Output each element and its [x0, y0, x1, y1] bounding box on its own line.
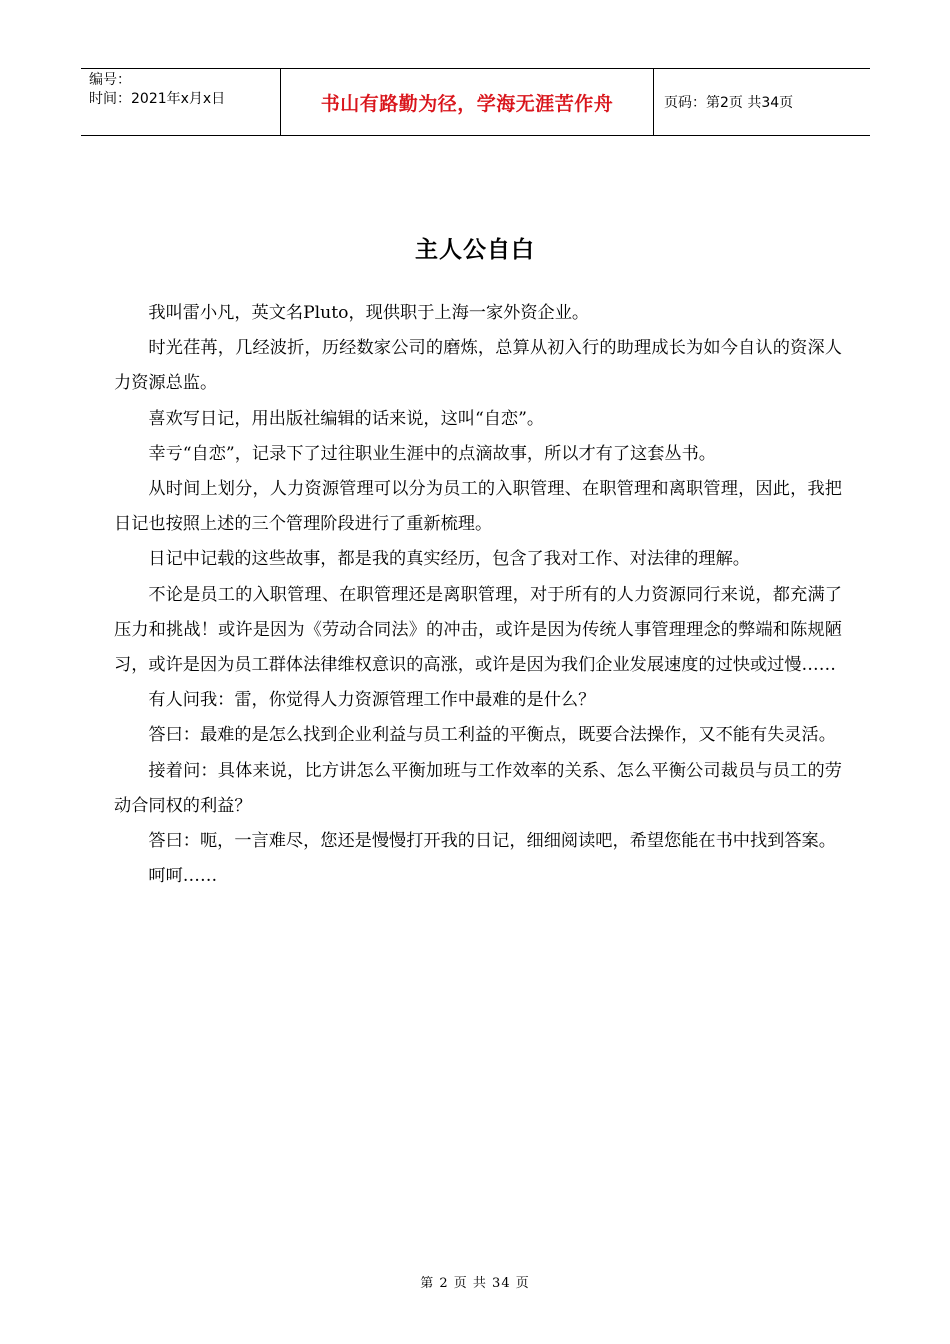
document-header [81, 68, 870, 136]
paragraph: 接着问：具体来说，比方讲怎么平衡加班与工作效率的关系、怎么平衡公司裁员与员工的劳动合同权的利益？ [114, 760, 842, 816]
paragraph: 我叫雷小凡，英文名Pluto，现供职于上海一家外资企业。 [148, 303, 590, 323]
header-motto: 书山有路勤为径，学海无涯苦作舟 [281, 69, 654, 135]
paragraph: 不论是员工的入职管理、在职管理还是离职管理，对于所有的人力资源同行来说，都充满了压力和挑战！或许是因为《劳动合同法》的冲击，或许是因为传统人事管理理念的弊端和陈规陋习，或许是因为员工群体法律维权意识的高涨，或许是因为我们企业发展速度的过快或过慢…… [114, 584, 842, 676]
document-body [114, 296, 842, 894]
paragraph: 喜欢写日记，用出版社编辑的话来说，这叫“自恋”。 [148, 408, 545, 429]
paragraph: 答曰：呃，一言难尽，您还是慢慢打开我的日记，细细阅读吧，希望您能在书中找到答案。 [148, 831, 836, 852]
paragraph: 从时间上划分，人力资源管理可以分为员工的入职管理、在职管理和离职管理，因此，我把日记也按照上述的三个管理阶段进行了重新梳理。 [114, 479, 842, 535]
paragraph: 有人问我：雷，你觉得人力资源管理工作中最难的是什么？ [148, 690, 596, 711]
document-title: 主人公自白 [415, 237, 535, 263]
serial-label: 编号： [89, 72, 131, 88]
header-page-info: 页码：第2页 共34页 [664, 95, 794, 111]
date-line: 时间：2021年x月x日 [89, 91, 226, 107]
paragraph: 日记中记载的这些故事，都是我的真实经历，包含了我对工作、对法律的理解。 [148, 549, 750, 570]
page-footer: 第 2 页 共 34 页 [420, 1276, 530, 1291]
paragraph: 幸亏“自恋”，记录下了过往职业生涯中的点滴故事，所以才有了这套丛书。 [148, 443, 716, 464]
paragraph: 时光荏苒，几经波折，历经数家公司的磨炼，总算从初入行的助理成长为如今自认的资深人力资源总监。 [114, 338, 842, 394]
paragraph: 呵呵…… [148, 866, 218, 887]
header-meta-cell [81, 69, 281, 135]
paragraph: 答曰：最难的是怎么找到企业利益与员工利益的平衡点，既要合法操作，又不能有失灵活。 [148, 725, 836, 746]
